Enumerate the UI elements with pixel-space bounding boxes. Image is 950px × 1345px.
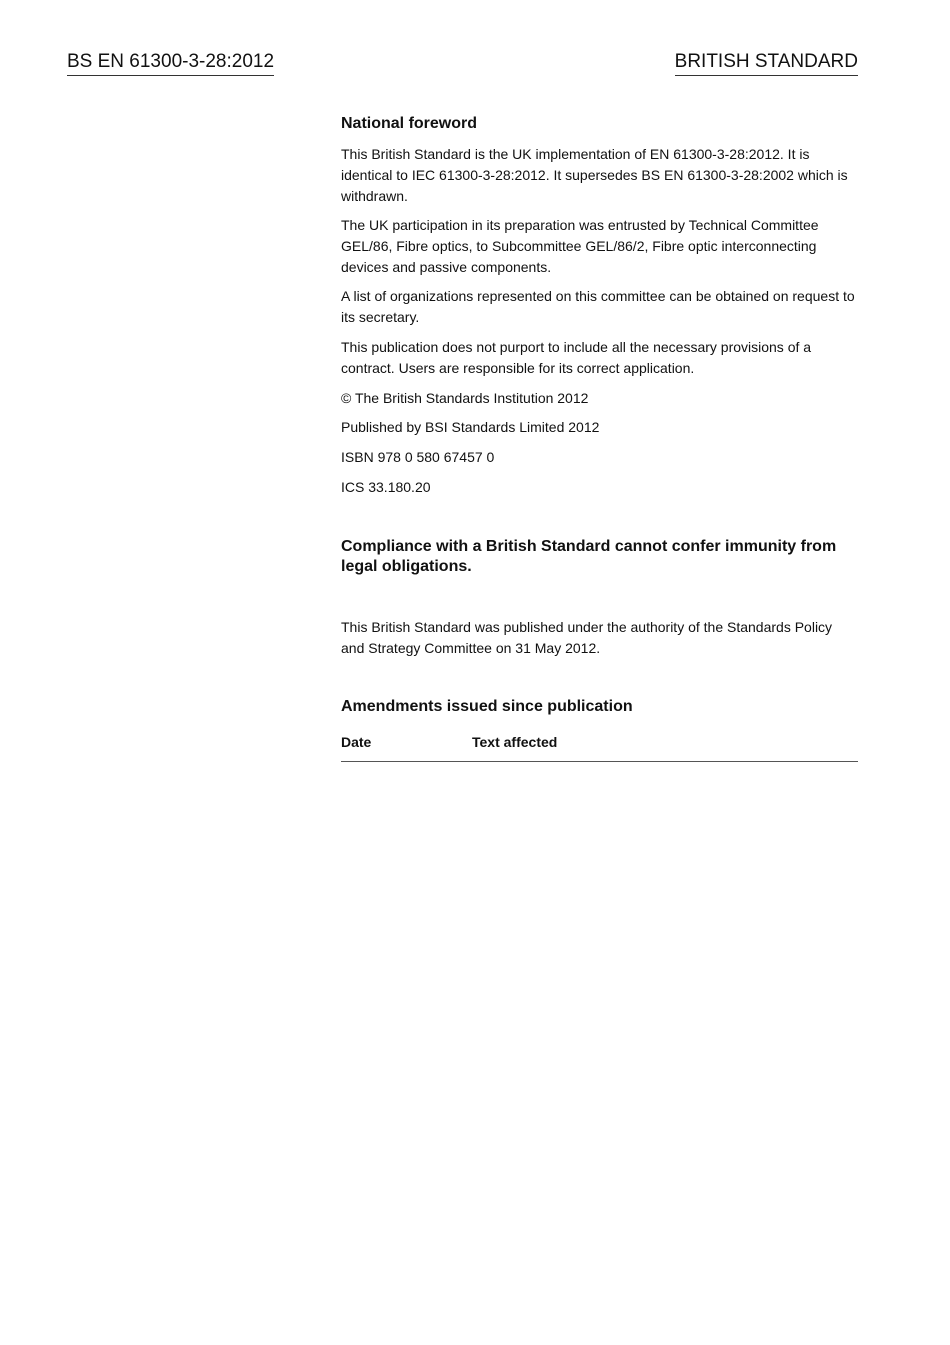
- ics-line: ICS 33.180.20: [341, 479, 431, 495]
- isbn-line-wrap: [341, 447, 858, 468]
- copyright-line: © The British Standards Institution 2012: [341, 390, 589, 406]
- foreword-paragraph: The UK participation in its preparation was entrusted by Technical Committee GEL/86, Fibre optics, to Subcommittee GEL/86/2, Fibre optic interconnecting devices and passive components.: [341, 217, 819, 275]
- isbn-line: ISBN 978 0 580 67457 0: [341, 449, 495, 465]
- authority-statement: This British Standard was published under the authority of the Standards Policy and Strategy Committee on 31 May 2012.: [341, 619, 833, 656]
- authority-section: [341, 617, 858, 659]
- foreword-heading: National foreword: [341, 115, 478, 132]
- foreword-paragraph-4-wrap: [341, 337, 858, 379]
- publisher-line: Published by BSI Standards Limited 2012: [341, 419, 600, 435]
- national-foreword-section: [341, 114, 858, 134]
- foreword-paragraph-3-wrap: [341, 286, 858, 328]
- ics-line-wrap: [341, 477, 858, 498]
- foreword-paragraph: This publication does not purport to include all the necessary provisions of a contract. Users are responsible for its correct application.: [341, 339, 812, 376]
- page-header: [67, 50, 858, 78]
- amendments-table: [341, 732, 858, 762]
- amendments-section: [341, 697, 858, 717]
- amendments-column-text-affected: Text affected: [472, 734, 558, 750]
- amendments-heading: Amendments issued since publication: [341, 698, 633, 715]
- publisher-line-wrap: [341, 417, 858, 438]
- compliance-section: [341, 537, 858, 577]
- amendments-column-date: Date: [341, 734, 372, 750]
- compliance-statement: Compliance with a British Standard cannot confer immunity from legal obligations.: [341, 538, 837, 575]
- foreword-paragraph: This British Standard is the UK implementation of EN 61300-3-28:2012. It is identical to IEC 61300-3-28:2012. It supersedes BS EN 61300-3-28:2002 which is withdrawn.: [341, 146, 848, 204]
- standard-designation: BS EN 61300-3-28:2012: [67, 50, 274, 76]
- standard-type-label: BRITISH STANDARD: [675, 50, 858, 76]
- copyright-line-wrap: [341, 388, 858, 409]
- foreword-paragraph-2-wrap: [341, 215, 858, 278]
- foreword-paragraph-1-wrap: [341, 144, 858, 207]
- foreword-paragraph: A list of organizations represented on this committee can be obtained on request to its secretary.: [341, 288, 855, 325]
